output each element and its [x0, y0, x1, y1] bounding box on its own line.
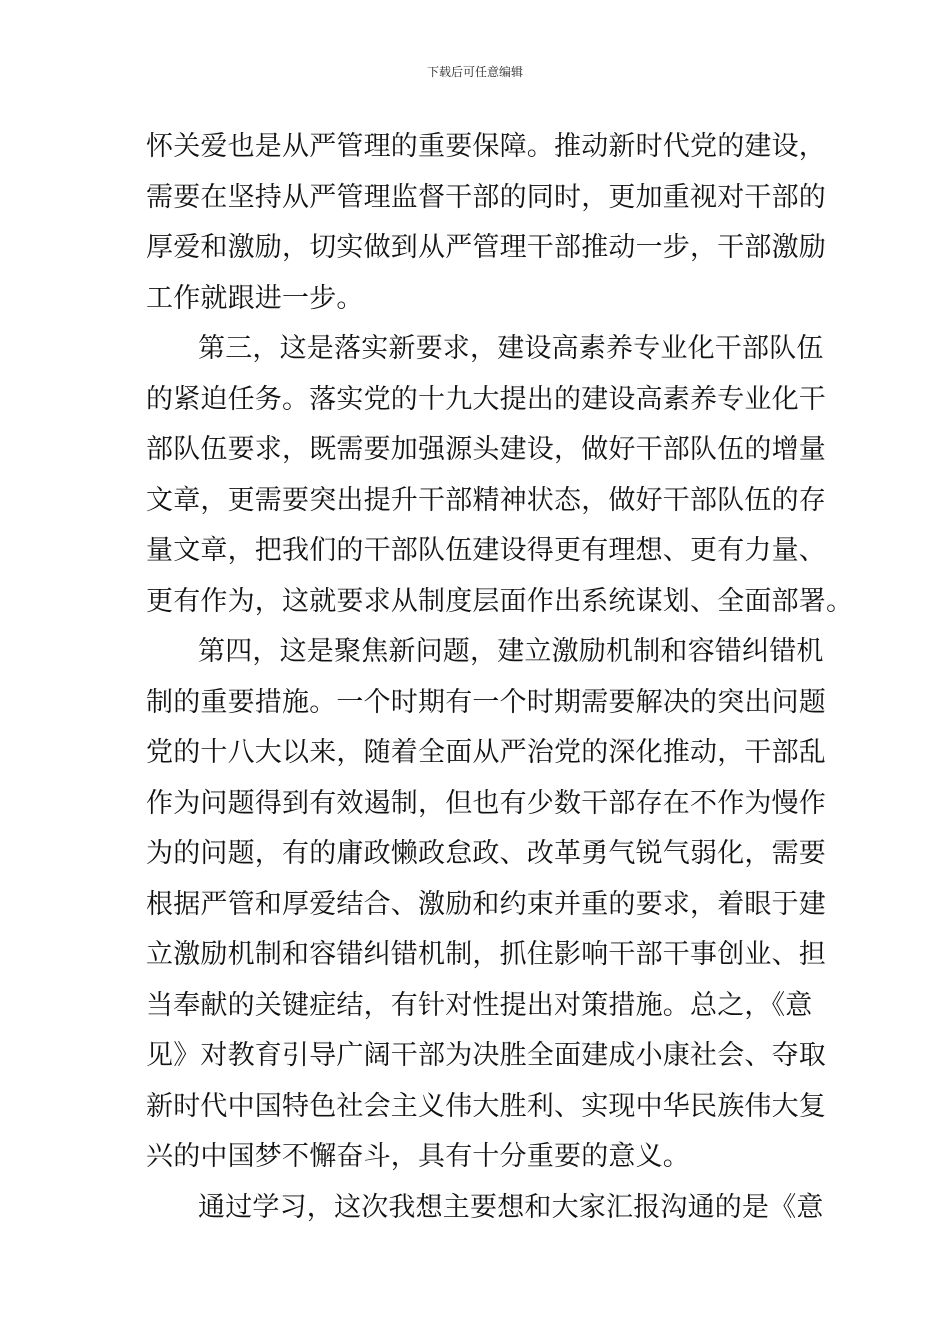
text-line: 量文章，把我们的干部队伍建设得更有理想、更有力量、	[146, 535, 826, 566]
text-line: 制的重要措施。一个时期有一个时期需要解决的突出问题	[146, 686, 826, 718]
text-line: 立激励机制和容错纠错机制，抓住影响干部干事创业、担	[146, 939, 826, 970]
text-line: 兴的中国梦不懈奋斗，具有十分重要的意义。	[146, 1141, 690, 1172]
paragraph-start-line: 第三，这是落实新要求，建设高素养专业化干部队伍	[198, 333, 824, 364]
document-body	[146, 122, 854, 1233]
text-line: 为的问题，有的庸政懒政怠政、改革勇气锐气弱化，需要	[146, 838, 826, 869]
text-line: 根据严管和厚爱结合、激励和约束并重的要求，着眼于建	[146, 888, 826, 920]
text-line: 更有作为，这就要求从制度层面作出系统谋划、全面部署。	[146, 585, 854, 617]
text-line: 见》对教育引导广阔干部为决胜全面建成小康社会、夺取	[146, 1040, 826, 1071]
text-line: 部队伍要求，既需要加强源头建设，做好干部队伍的增量	[146, 434, 826, 465]
text-line: 需要在坚持从严管理监督干部的同时，更加重视对干部的	[146, 181, 826, 213]
text-line: 的紧迫任务。落实党的十九大提出的建设高素养专业化干	[146, 383, 826, 415]
paragraph-start-line: 第四，这是聚焦新问题，建立激励机制和容错纠错机	[198, 636, 824, 667]
paragraph-start-line: 通过学习，这次我想主要想和大家汇报沟通的是《意	[198, 1191, 824, 1223]
text-line: 党的十八大以来，随着全面从严治党的深化推动，干部乱	[146, 737, 826, 768]
text-line: 怀关爱也是从严管理的重要保障。推动新时代党的建设，	[146, 131, 826, 162]
text-line: 文章，更需要突出提升干部精神状态，做好干部队伍的存	[146, 484, 826, 516]
text-line: 当奉献的关键症结，有针对性提出对策措施。总之，《意	[146, 989, 813, 1021]
text-line: 工作就跟进一步。	[146, 282, 364, 314]
page-header: 下载后可任意编辑	[426, 65, 523, 79]
text-line: 新时代中国特色社会主义伟大胜利、实现中华民族伟大复	[146, 1090, 826, 1122]
text-line: 作为问题得到有效遏制，但也有少数干部存在不作为慢作	[146, 787, 826, 819]
text-line: 厚爱和激励，切实做到从严管理干部推动一步，干部激励	[146, 232, 826, 263]
